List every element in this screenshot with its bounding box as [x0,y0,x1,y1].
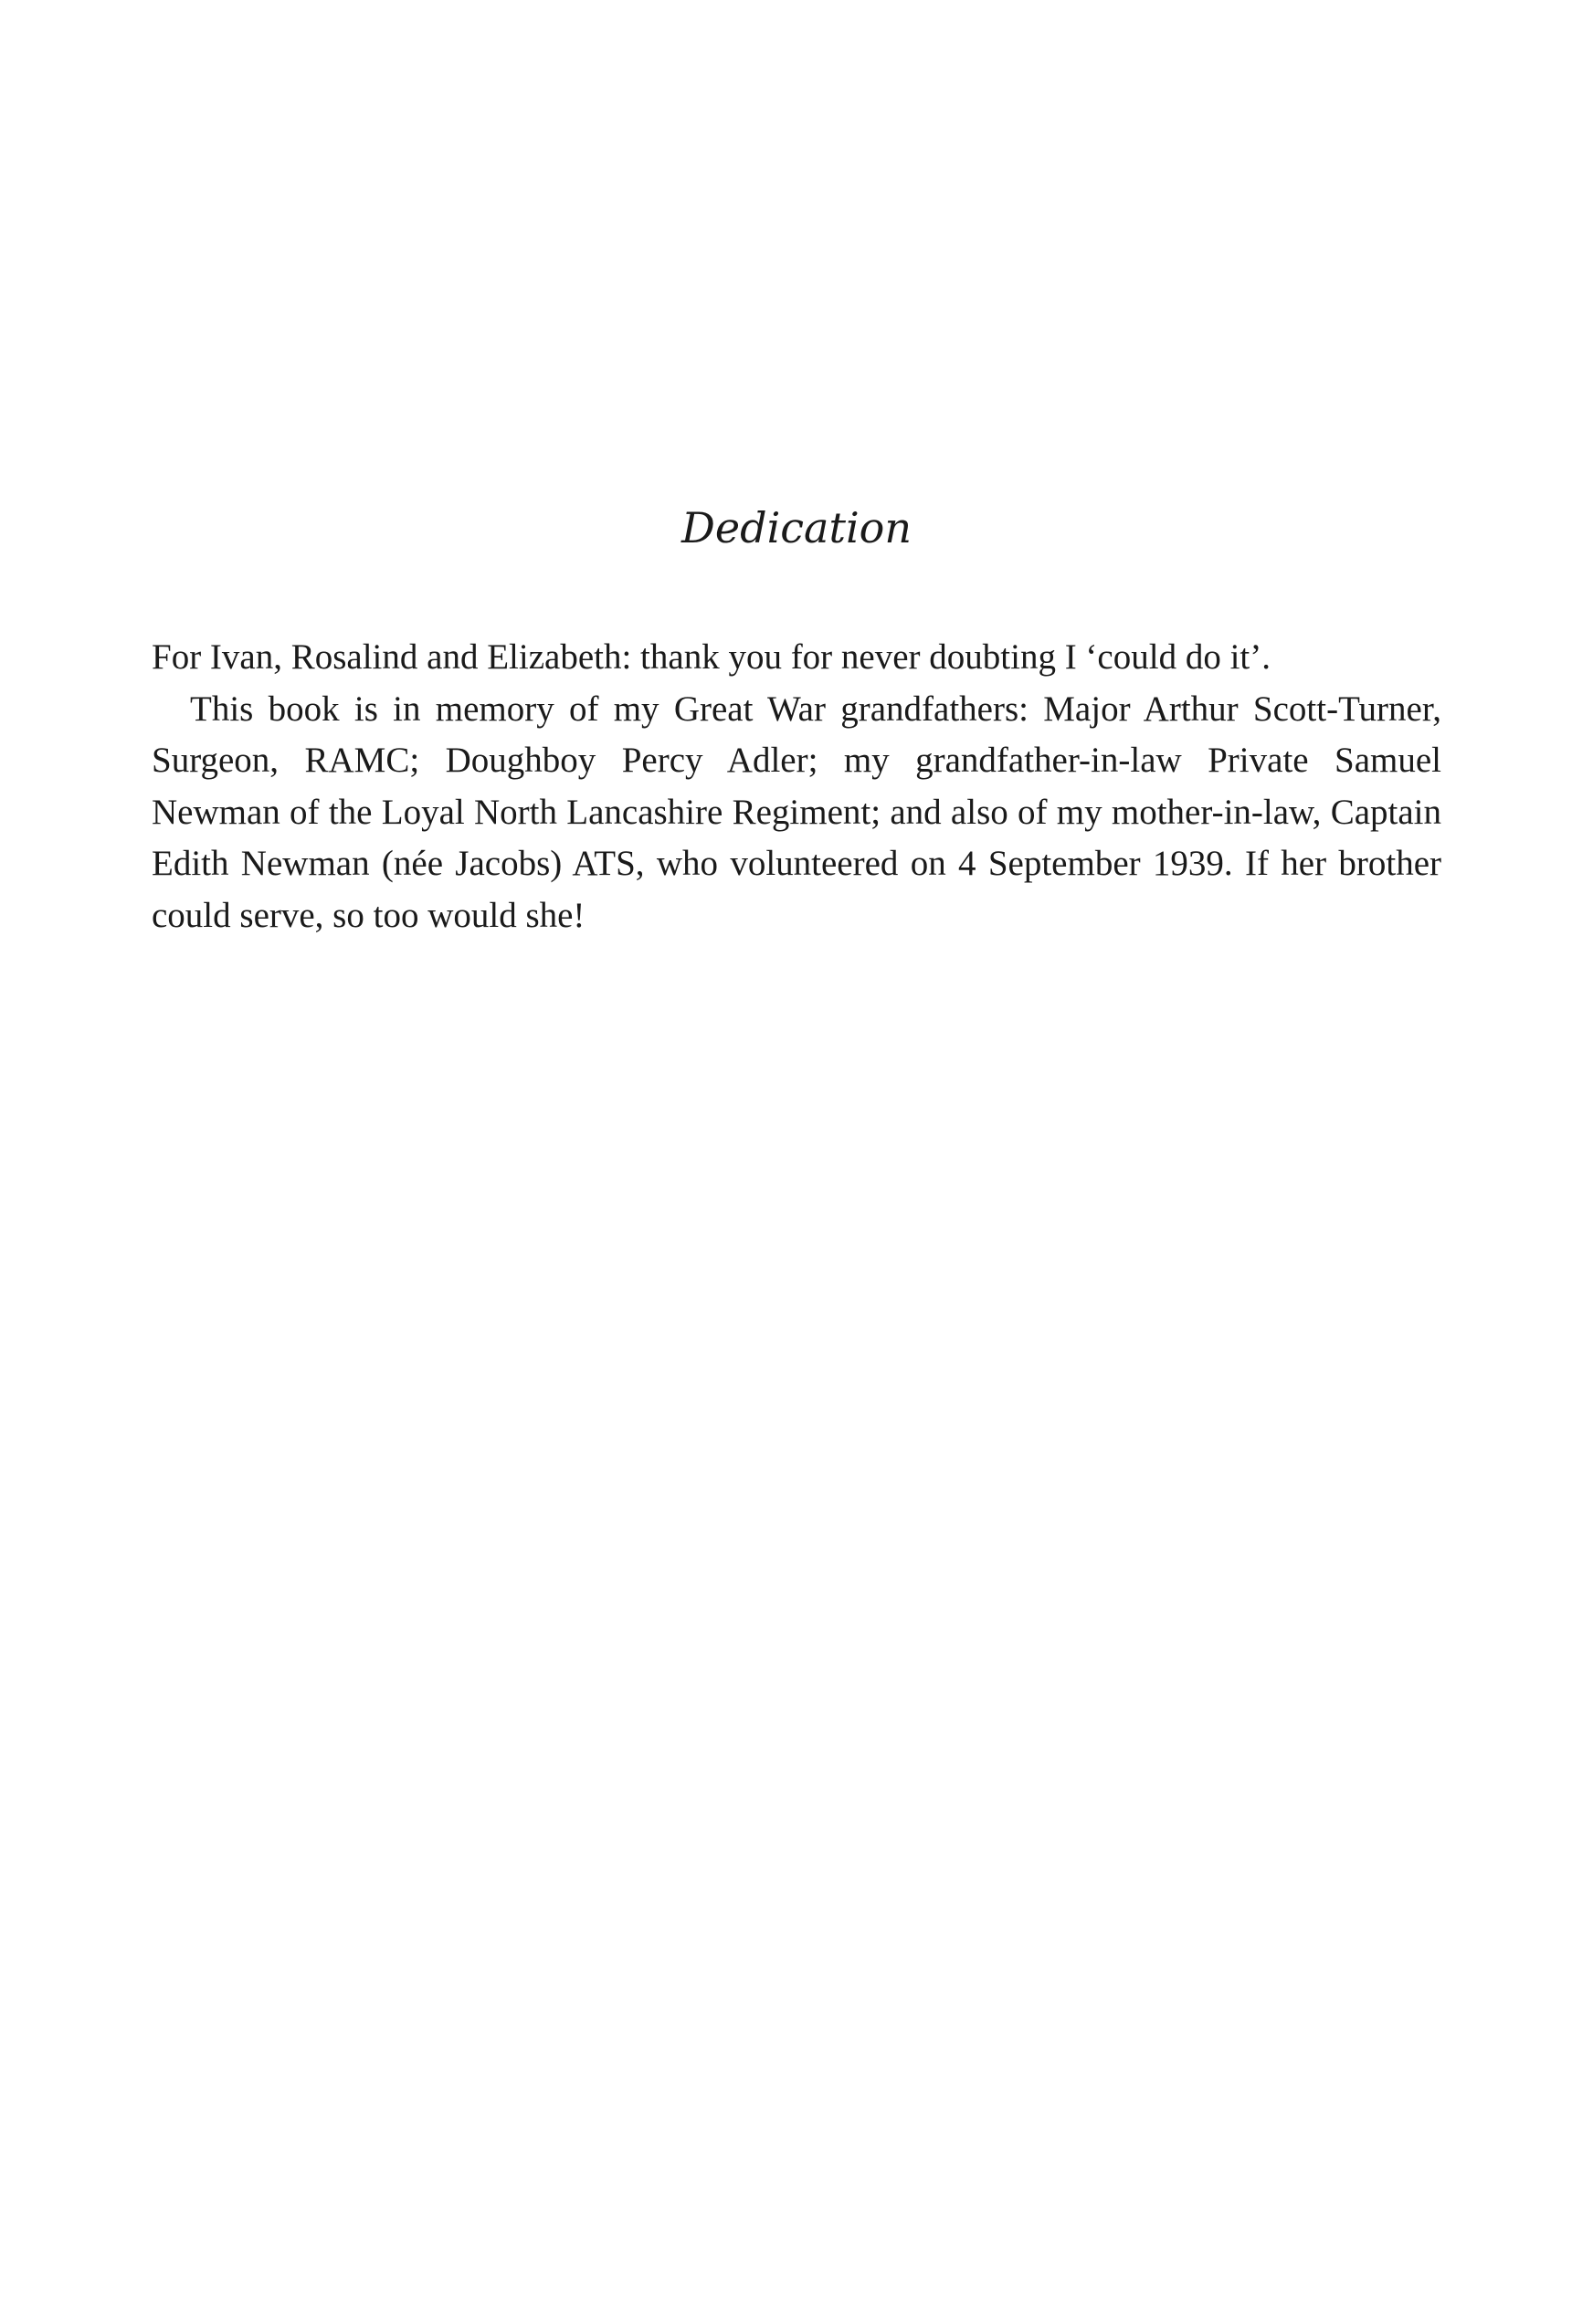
dedication-paragraph-memory: This book is in memory of my Great War grandfathers: Major Arthur Scott-Turner, Surgeon, RAMC; Doughboy Percy Adler; my grandfather-in-law Private Samuel Newman of the Loyal North Lancashire Regiment; and also of my mother-in-law, Captain Edith Newman (née Jacobs) ATS, who volunteered on 4 September 1939. If her brother could serve, so too would she! [152,689,1441,935]
dedication-body [152,632,1441,941]
dedication-paragraph-family: For Ivan, Rosalind and Elizabeth: thank you for never doubting I ‘could do it’. [152,637,1271,677]
dedication-heading: Dedication [681,503,912,552]
